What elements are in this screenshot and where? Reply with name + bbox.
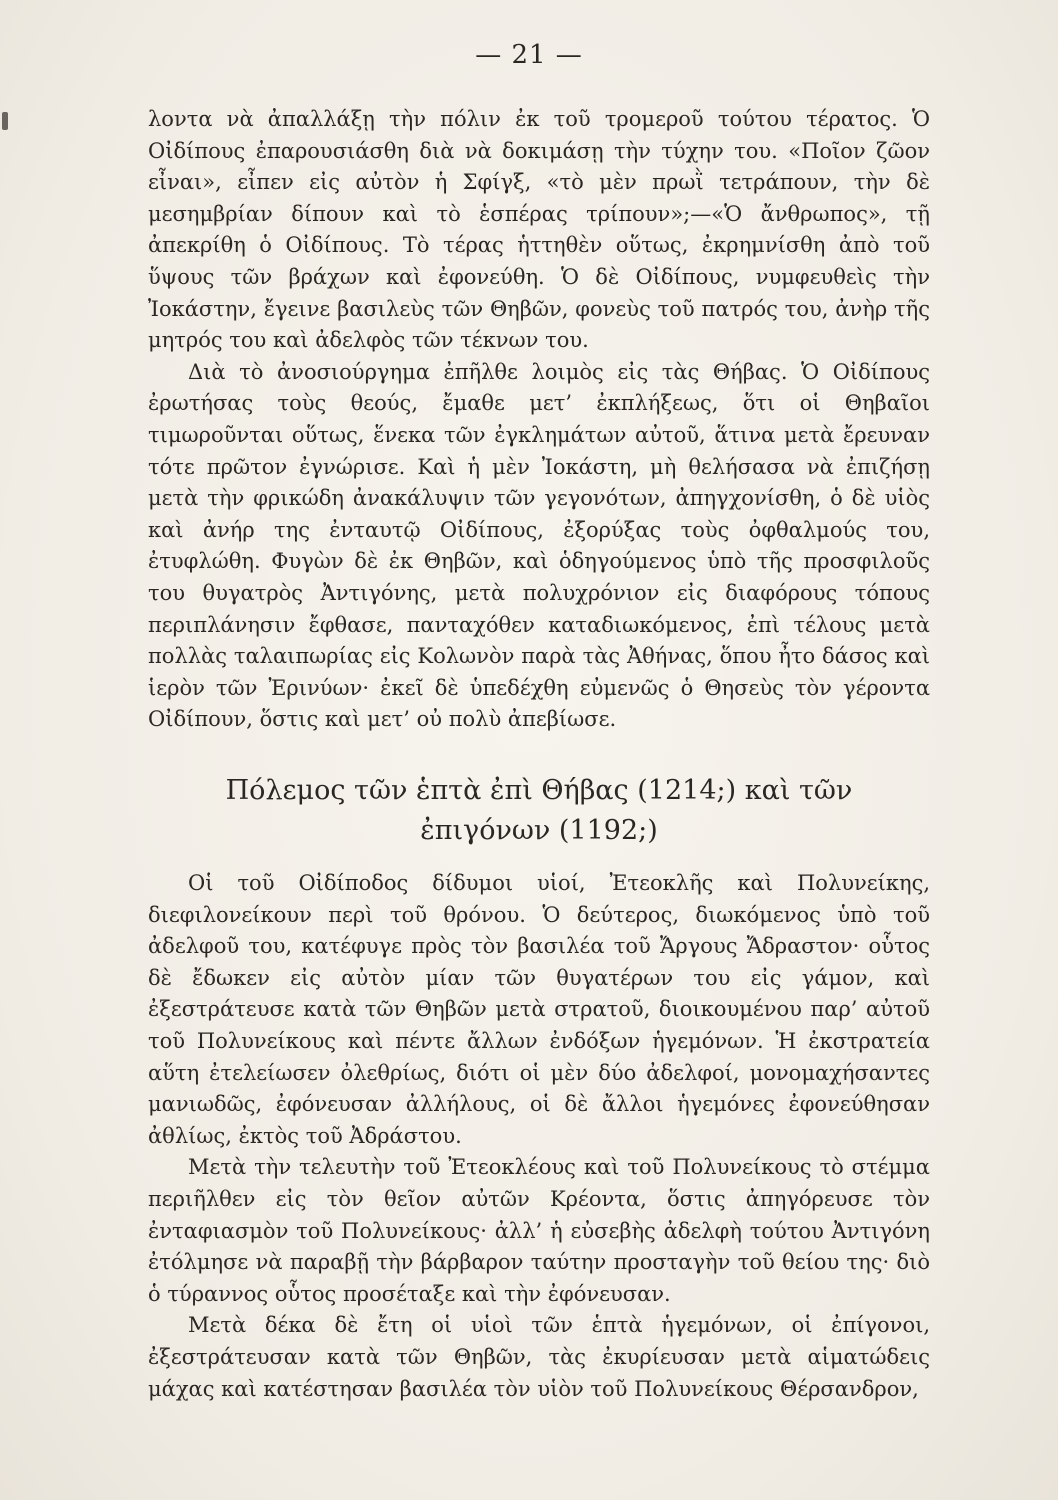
body-text-bottom bbox=[148, 868, 930, 1405]
page-number: — 21 — bbox=[475, 40, 583, 70]
paragraph: Μετὰ δέκα δὲ ἔτη οἱ υἱοὶ τῶν ἑπτὰ ἡγεμόνων, οἱ ἐπίγονοι, ἐξεστράτευσαν κατὰ τῶν Θηβῶν, τὰς ἐκυρίευσαν μετὰ αἱματώδεις μάχας καὶ κατέστησαν βασιλέα τὸν υἱὸν τοῦ Πολυνείκους Θέρσανδρον, bbox=[148, 1313, 930, 1401]
paragraph: λοντα νὰ ἀπαλλάξῃ τὴν πόλιν ἐκ τοῦ τρομεροῦ τούτου τέρατος. Ὁ Οἰδίπους ἐπαρουσιάσθη διὰ νὰ δοκιμάσῃ τὴν τύχην του. «Ποῖον ζῶον εἶναι», εἶπεν εἰς αὐτὸν ἡ Σφίγξ, «τὸ μὲν πρωῒ τετράπουν, τὴν δὲ μεσημβρίαν δίπουν καὶ τὸ ἑσπέρας τρίπουν»;—«Ὁ ἄνθρωπος», τῇ ἀπεκρίθη ὁ Οἰδίπους. Τὸ τέρας ἡττηθὲν οὕτως, ἐκρημνίσθη ἀπὸ τοῦ ὕψους τῶν βράχων καὶ ἐφονεύθη. Ὁ δὲ Οἰδίπους, νυμφευθεὶς τὴν Ἰοκάστην, ἔγεινε βασιλεὺς τῶν Θηβῶν, φονεὺς τοῦ πατρός του, ἀνὴρ τῆς μητρός του καὶ ἀδελφὸς τῶν τέκνων του. bbox=[148, 107, 930, 353]
paragraph: Μετὰ τὴν τελευτὴν τοῦ Ἐτεοκλέους καὶ τοῦ Πολυνείκους τὸ στέμμα περιῆλθεν εἰς τὸν θεῖον αὐτῶν Κρέοντα, ὅστις ἀπηγόρευσε τὸν ἐνταφιασμὸν τοῦ Πολυνείκους· ἀλλ’ ἡ εὐσεβὴς ἀδελφὴ τούτου Ἀντιγόνη ἐτόλμησε νὰ παραβῇ τὴν βάρβαρον ταύτην προσταγὴν τοῦ θείου της· διὸ ὁ τύραννος οὗτος προσέταξε καὶ τὴν ἐφόνευσαν. bbox=[148, 1155, 930, 1306]
margin-mark bbox=[2, 112, 8, 130]
paragraph: Διὰ τὸ ἀνοσιούργημα ἐπῆλθε λοιμὸς εἰς τὰς Θήβας. Ὁ Οἰδίπους ἐρωτήσας τοὺς θεούς, ἔμαθε μετ’ ἐκπλήξεως, ὅτι οἱ Θηβαῖοι τιμωροῦνται οὕτως, ἕνεκα τῶν ἐγκλημάτων αὐτοῦ, ἅτινα μετὰ ἔρευναν τότε πρῶτον ἐγνώρισε. Καὶ ἡ μὲν Ἰοκάστη, μὴ θελήσασα νὰ ἐπιζήσῃ μετὰ τὴν φρικώδη ἀνακάλυψιν τῶν γεγονότων, ἀπηγχονίσθη, ὁ δὲ υἱὸς καὶ ἀνήρ της ἐνταυτῷ Οἰδίπους, ἐξορύξας τοὺς ὀφθαλμούς του, ἐτυφλώθη. Φυγὼν δὲ ἐκ Θηβῶν, καὶ ὁδηγούμενος ὑπὸ τῆς προσφιλοῦς του θυγατρὸς Ἀντιγόνης, μετὰ πολυχρόνιον εἰς διαφόρους τόπους περιπλάνησιν ἔφθασε, πανταχόθεν καταδιωκόμενος, ἐπὶ τέλους μετὰ πολλὰς ταλαιπωρίας εἰς Κολωνὸν παρὰ τὰς Ἀθήνας, ὅπου ἦτο δάσος καὶ ἱερὸν τῶν Ἐρινύων· ἐκεῖ δὲ ὑπεδέχθη εὐμενῶς ὁ Θησεὺς τὸν γέροντα Οἰδίπουν, ὅστις καὶ μετ’ οὐ πολὺ ἀπεβίωσε. bbox=[148, 359, 930, 732]
paragraph: Οἱ τοῦ Οἰδίποδος δίδυμοι υἱοί, Ἐτεοκλῆς καὶ Πολυνείκης, διεφιλονείκουν περὶ τοῦ θρόνου. Ὁ δεύτερος, διωκόμενος ὑπὸ τοῦ ἀδελφοῦ του, κατέφυγε πρὸς τὸν βασιλέα τοῦ Ἄργους Ἄδραστον· οὗτος δὲ ἔδωκεν εἰς αὐτὸν μίαν τῶν θυγατέρων του εἰς γάμον, καὶ ἐξεστράτευσε κατὰ τῶν Θηβῶν μετὰ στρατοῦ, διοικουμένου παρ’ αὐτοῦ τοῦ Πολυνείκους καὶ πέντε ἄλλων ἐνδόξων ἡγεμόνων. Ἡ ἐκστρατεία αὕτη ἐτελείωσεν ὀλεθρίως, διότι οἱ μὲν δύο ἀδελφοί, μονομαχήσαντες μανιωδῶς, ἐφόνευσαν ἀλλήλους, οἱ δὲ ἄλλοι ἡγεμόνες ἐφονεύθησαν ἀθλίως, ἐκτὸς τοῦ Ἀδράστου. bbox=[148, 871, 930, 1148]
body-text-top bbox=[148, 104, 930, 736]
section-heading-continued: ἐπιγόνων (1192;) bbox=[420, 815, 658, 846]
section-heading: Πόλεμος τῶν ἑπτὰ ἐπὶ Θήβας (1214;) καὶ τῶν bbox=[225, 775, 853, 806]
